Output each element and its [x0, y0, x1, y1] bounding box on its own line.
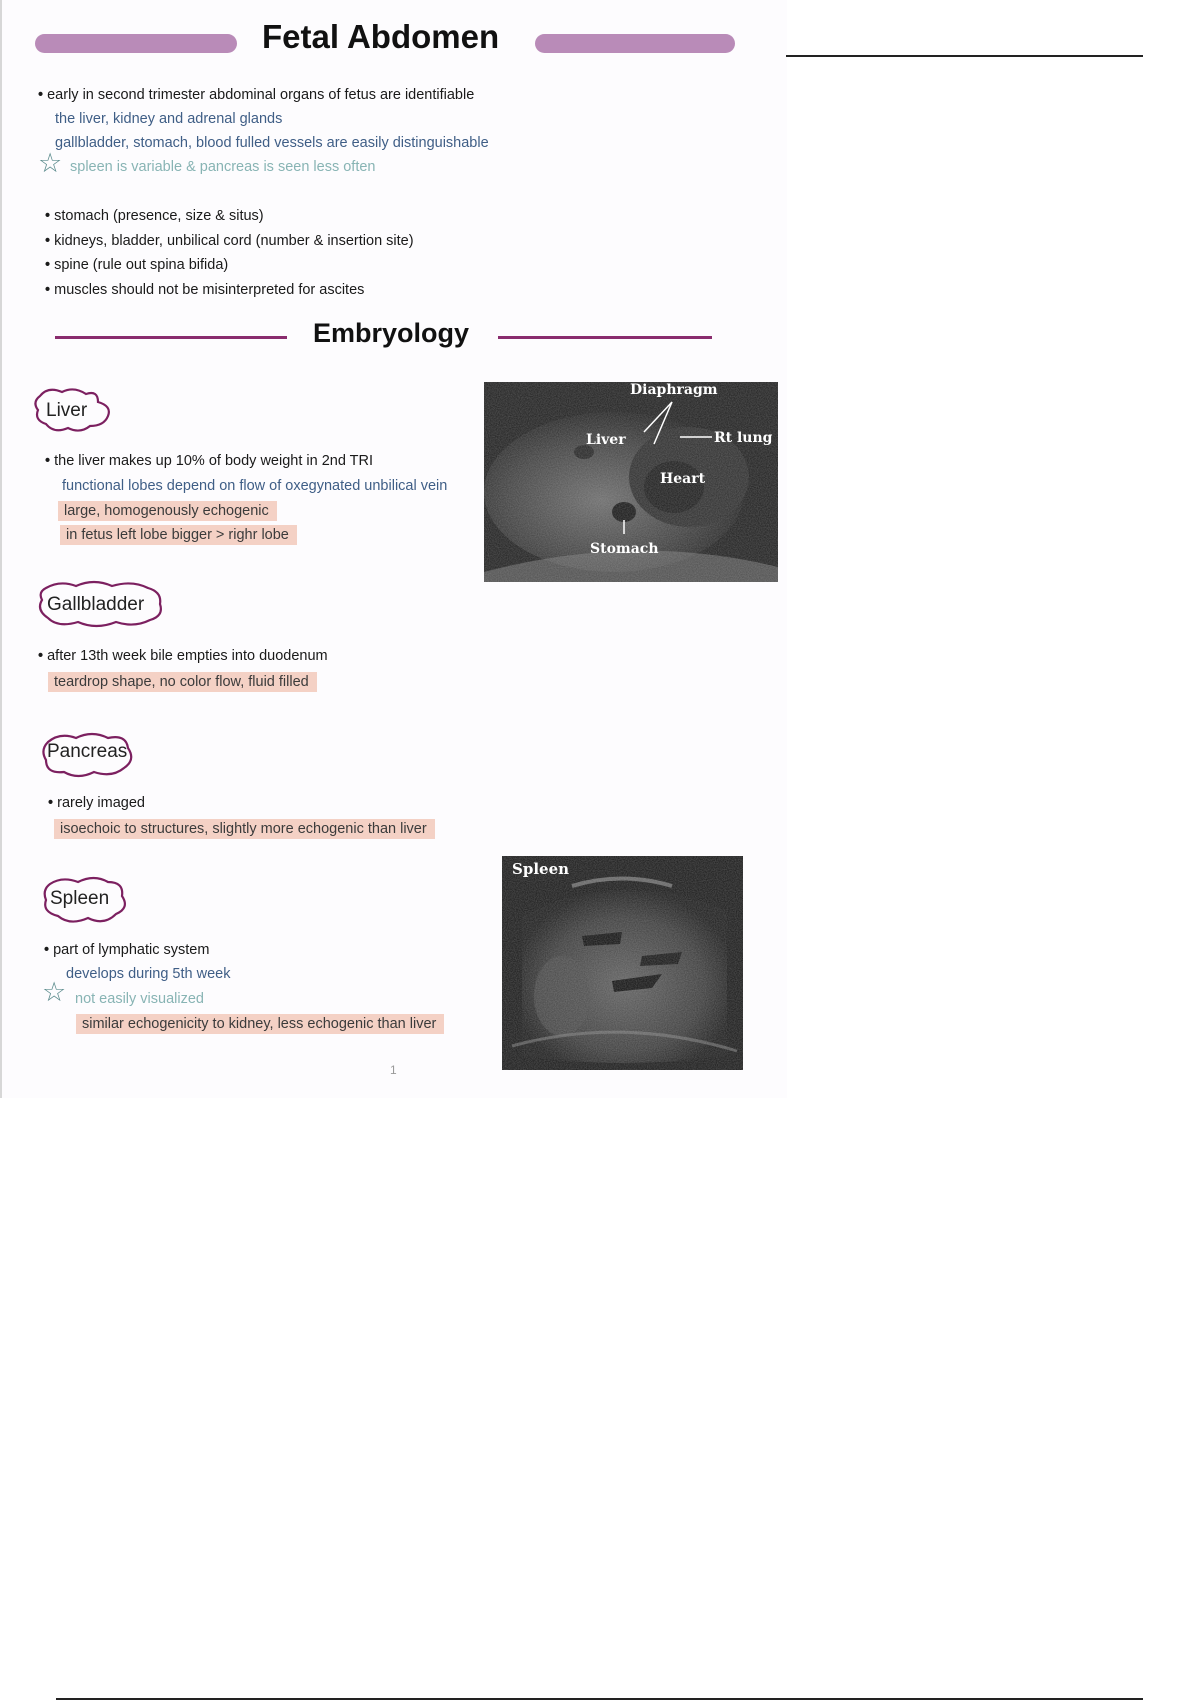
label-liver: Liver	[586, 432, 626, 448]
label-heart: Heart	[660, 471, 706, 487]
gallbladder-note-1: teardrop shape, no color flow, fluid filled	[48, 672, 317, 692]
label-spleen: Spleen	[512, 860, 570, 878]
label-rt-lung: Rt lung	[714, 430, 773, 446]
spleen-bullet: • part of lymphatic system	[44, 941, 209, 959]
spleen-ultrasound-image	[502, 856, 743, 1070]
liver-ultrasound-image	[484, 382, 778, 582]
top-divider	[786, 55, 1143, 57]
pancreas-bullet: • rarely imaged	[48, 794, 145, 812]
section-rule-right	[498, 336, 712, 339]
checklist-item: • kidneys, bladder, unbilical cord (number & insertion site)	[45, 232, 414, 250]
liver-bullet: • the liver makes up 10% of body weight in 2nd TRI	[45, 452, 373, 470]
checklist-item: • muscles should not be misinterpreted for ascites	[45, 281, 364, 299]
spleen-note-3: similar echogenicity to kidney, less echogenic than liver	[76, 1014, 444, 1034]
gallbladder-heading: Gallbladder	[47, 594, 145, 615]
gallbladder-bullet: • after 13th week bile empties into duodenum	[38, 647, 328, 665]
liver-heading: Liver	[46, 400, 88, 421]
spleen-note-1: develops during 5th week	[66, 966, 231, 982]
label-stomach: Stomach	[590, 541, 659, 557]
checklist-item: • spine (rule out spina bifida)	[45, 256, 228, 274]
title-pill-right	[535, 34, 735, 53]
star-icon: ☆	[42, 977, 67, 1007]
liver-note-2: large, homogenously echogenic	[58, 501, 277, 521]
page-title: Fetal Abdomen	[262, 18, 500, 55]
star-icon: ☆	[38, 148, 63, 178]
page-number: 1	[390, 1063, 397, 1077]
checklist-item: • stomach (presence, size & situs)	[45, 207, 264, 225]
liver-note-3: in fetus left lobe bigger > righr lobe	[60, 525, 297, 545]
spleen-note-2: not easily visualized	[75, 991, 204, 1007]
pancreas-note-1: isoechoic to structures, slightly more echogenic than liver	[54, 819, 435, 839]
section-rule-left	[55, 336, 287, 339]
label-diaphragm: Diaphragm	[630, 382, 718, 398]
liver-note-1: functional lobes depend on flow of oxegynated unbilical vein	[62, 478, 448, 494]
intro-line-4: spleen is variable & pancreas is seen less often	[70, 159, 376, 175]
intro-line-3: gallbladder, stomach, blood fulled vessels are easily distinguishable	[55, 135, 489, 151]
pancreas-heading: Pancreas	[47, 741, 128, 762]
section-title: Embryology	[313, 318, 470, 348]
intro-line-2: the liver, kidney and adrenal glands	[55, 111, 283, 127]
intro-line-1: • early in second trimester abdominal organs of fetus are identifiable	[38, 86, 474, 104]
spleen-heading: Spleen	[50, 888, 110, 909]
title-pill-left	[35, 34, 237, 53]
